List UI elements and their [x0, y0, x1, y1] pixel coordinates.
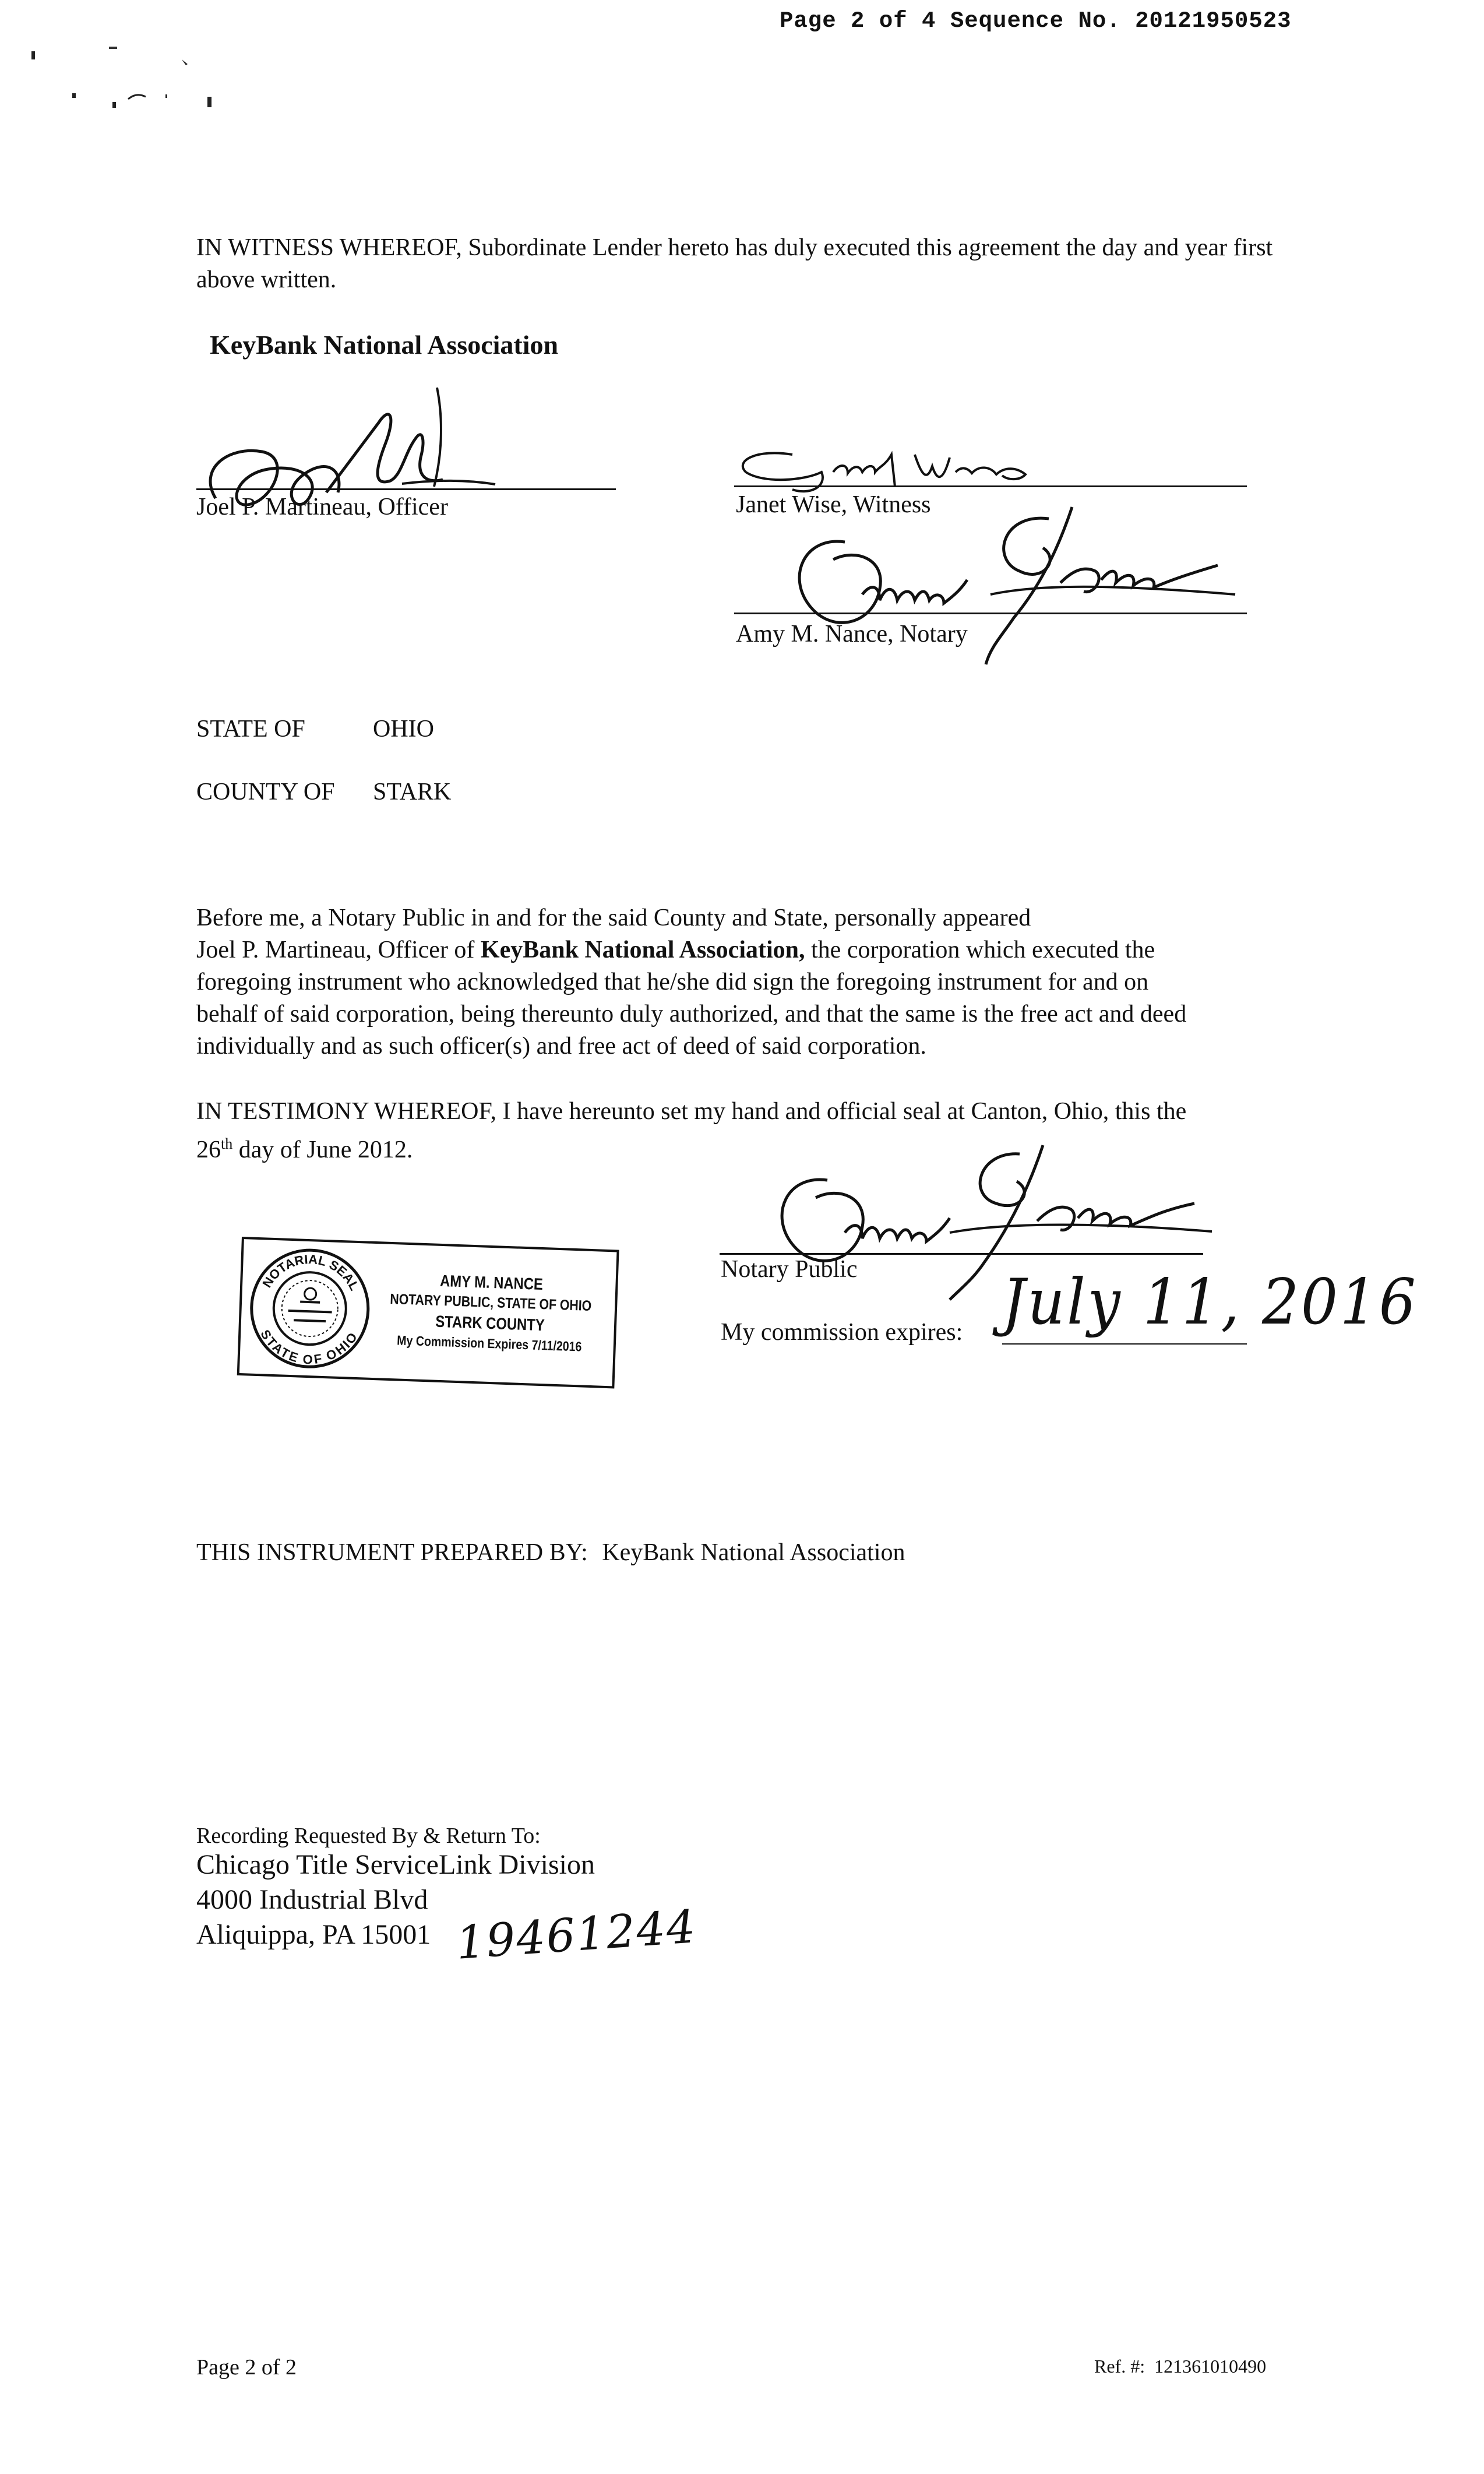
prepared-by-value: KeyBank National Association	[602, 1539, 905, 1566]
stamp-county: STARK COUNTY	[435, 1312, 545, 1335]
ack-line-1: Before me, a Notary Public in and for the said County and State, personally appeared	[196, 905, 1031, 931]
testimony-date-rest: day of June 2012.	[232, 1136, 413, 1163]
state-value: OHIO	[373, 716, 434, 742]
county-value: STARK	[373, 779, 452, 805]
commission-handwritten-date: July 11, 2016	[1002, 1266, 1418, 1339]
commission-label: My commission expires:	[721, 1319, 963, 1346]
scan-specks	[23, 41, 221, 128]
lender-name: KeyBank National Association	[210, 330, 559, 360]
ack-entity: KeyBank National Association,	[480, 937, 805, 963]
handwritten-file-number: 19461244	[454, 1901, 699, 1970]
ack-line-3: foregoing instrument who acknowledged that he/she did sign the foregoing instrument for and on	[196, 969, 1149, 995]
county-label: COUNTY OF	[196, 779, 335, 805]
footer-ref-number: Ref. #: 121361010490	[1094, 2356, 1267, 2377]
stamp-notary-name: AMY M. NANCE	[439, 1271, 544, 1294]
commission-line	[1002, 1343, 1247, 1345]
notary-signature	[769, 507, 1259, 688]
witness-clause: IN WITNESS WHEREOF, Subordinate Lender hereto has duly executed this agreement the day and year first above written.	[196, 234, 1273, 293]
state-label: STATE OF	[196, 716, 305, 742]
return-to-line-1: Chicago Title ServiceLink Division	[196, 1849, 595, 1880]
ack-officer: Joel P. Martineau, Officer of	[196, 937, 481, 963]
ack-line-4: behalf of said corporation, being thereunto duly authorized, and that the same is the free act and deed	[196, 1001, 1187, 1027]
footer-page-number: Page 2 of 2	[196, 2355, 297, 2380]
testimony-day-suffix: th	[221, 1135, 233, 1152]
sequence-header: Page 2 of 4 Sequence No. 20121950523	[780, 8, 1292, 34]
seal-bottom-text: STATE OF OHIO	[258, 1327, 360, 1367]
ack-line-2-rest: the corporation which executed the	[805, 937, 1155, 963]
stamp-notary-title: NOTARY PUBLIC, STATE OF OHIO	[389, 1290, 592, 1315]
seal-top-text: NOTARIAL SEAL	[259, 1251, 362, 1293]
prepared-by-label: THIS INSTRUMENT PREPARED BY:	[196, 1539, 588, 1566]
return-to-line-3: Aliquippa, PA 15001	[196, 1919, 431, 1950]
notary-caption: Amy M. Nance, Notary	[736, 621, 968, 647]
ack-line-5: individually and as such officer(s) and free act of deed of said corporation.	[196, 1033, 926, 1060]
return-to-line-2: 4000 Industrial Blvd	[196, 1884, 428, 1915]
testimony-day: 26	[196, 1136, 221, 1163]
stamp-text	[387, 1269, 593, 1357]
return-to-label: Recording Requested By & Return To:	[196, 1824, 541, 1848]
notary-public-label: Notary Public	[721, 1256, 858, 1283]
notarial-seal	[245, 1244, 375, 1373]
notary-stamp	[237, 1237, 619, 1388]
acknowledgment-paragraph	[196, 902, 1333, 1062]
witness-caption: Janet Wise, Witness	[736, 491, 931, 518]
svg-text:STATE OF OHIO	[256, 1327, 360, 1369]
prepared-by	[196, 1536, 905, 1569]
officer-caption: Joel P. Martineau, Officer	[196, 494, 448, 520]
ack-line-2	[196, 934, 1333, 966]
testimony-line-1: IN TESTIMONY WHEREOF, I have hereunto set my hand and official seal at Canton, Ohio, this the	[196, 1098, 1187, 1125]
stamp-expires: My Commission Expires 7/11/2016	[396, 1332, 582, 1354]
